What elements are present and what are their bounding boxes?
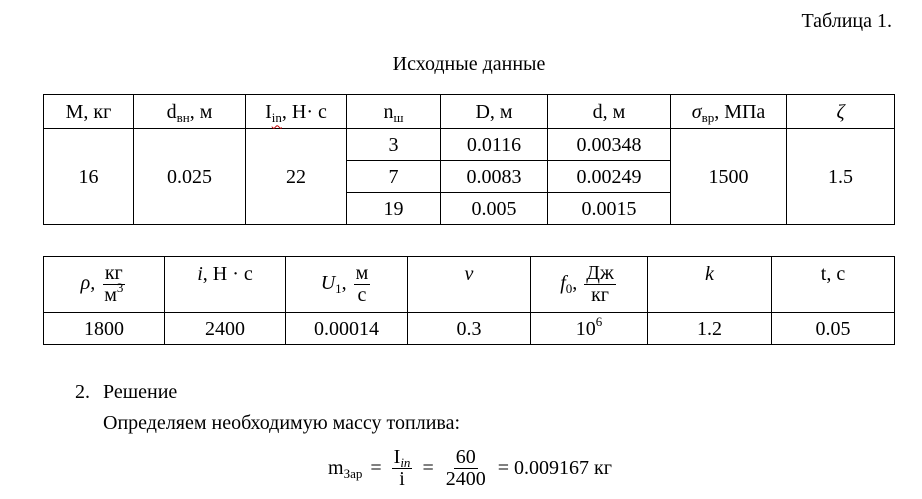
cell-poisson: 0.3: [408, 313, 531, 345]
parameters-table: [43, 256, 895, 345]
cell-impulse: 22: [246, 129, 347, 225]
cell-d: 0.00348: [548, 129, 671, 161]
header-impulse: $I_{in}$, Н· с: [246, 95, 347, 129]
header-mass: M, кг: [44, 95, 134, 129]
cell-D: 0.005: [441, 193, 548, 225]
header-specific-impulse: i, Н · с: [165, 257, 286, 313]
header-density: ρ, $\frac{кг}{м^3}$: [44, 257, 165, 313]
cell-n: 3: [347, 129, 441, 161]
cell-mass: 16: [44, 129, 134, 225]
header-zeta: ζ: [787, 95, 895, 129]
header-poisson: v: [408, 257, 531, 313]
cell-time: 0.05: [772, 313, 895, 345]
solution-text: Определяем необходимую массу топлива:: [103, 412, 461, 434]
source-data-table: [43, 94, 895, 225]
heading-number: 2.: [75, 381, 90, 403]
cell-n: 7: [347, 161, 441, 193]
cell-velocity: 0.00014: [286, 313, 408, 345]
table-title: Исходные данные: [392, 53, 546, 75]
heading-text: Решение: [103, 381, 178, 403]
header-k: k: [648, 257, 772, 313]
solution-heading: [75, 381, 177, 404]
header-energy: $f_0$, $\frac{Дж}{кг}$: [531, 257, 648, 313]
header-sigma: $\sigma_{вр}$, МПа: [671, 95, 787, 129]
header-shot-count: $n_ш$: [347, 95, 441, 129]
header-D: D, м: [441, 95, 548, 129]
formula-eq: =: [370, 456, 382, 479]
formula-eq: =: [422, 456, 434, 479]
formula-lhs: $m_{Зар}$: [328, 456, 363, 481]
cell-D: 0.0083: [441, 161, 548, 193]
header-time: t, с: [772, 257, 895, 313]
cell-n: 19: [347, 193, 441, 225]
cell-zeta: 1.5: [787, 129, 895, 225]
table-caption: Таблица 1.: [801, 10, 892, 32]
cell-specific-impulse: 2400: [165, 313, 286, 345]
formula-fraction-1: $\frac{I_{in}}{i}$: [393, 445, 411, 490]
header-velocity: $U_1$, $\frac{м}{с}$: [286, 257, 408, 313]
fuel-mass-formula: [328, 440, 612, 496]
cell-sigma: 1500: [671, 129, 787, 225]
formula-fraction-2: $\frac{60}{2400}$: [445, 445, 486, 490]
formula-result: = 0.009167 кг: [497, 456, 612, 479]
cell-density: 1800: [44, 313, 165, 345]
cell-d: 0.00249: [548, 161, 671, 193]
header-inner-diameter: $d_{вн}$, м: [134, 95, 246, 129]
cell-k: 1.2: [648, 313, 772, 345]
header-d: d, м: [548, 95, 671, 129]
cell-D: 0.0116: [441, 129, 548, 161]
cell-inner-diameter: 0.025: [134, 129, 246, 225]
cell-d: 0.0015: [548, 193, 671, 225]
cell-energy: $10^6$: [531, 313, 648, 345]
